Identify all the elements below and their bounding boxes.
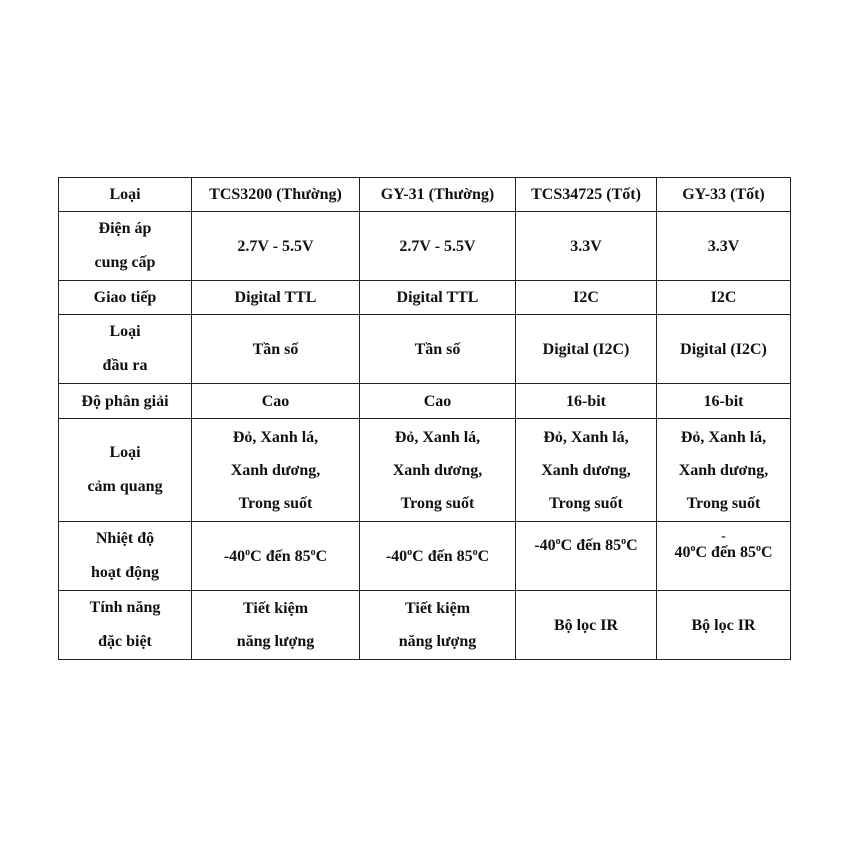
temp-low: 40 bbox=[391, 547, 408, 565]
table-cell: Digital TTL bbox=[360, 281, 516, 315]
table-row-interface bbox=[59, 281, 791, 315]
row-label-line: Tính năng bbox=[89, 599, 161, 616]
table-cell: 16-bit bbox=[657, 384, 791, 419]
cell-line: Trong suốt bbox=[549, 494, 623, 512]
temp-unit: C bbox=[250, 547, 262, 565]
temp-unit: C bbox=[626, 537, 638, 554]
temp-minus: - bbox=[721, 529, 726, 544]
cell-line: Đỏ, Xanh lá, bbox=[394, 428, 481, 446]
header-cell-gy33: GY-33 (Tốt) bbox=[657, 178, 791, 212]
header-cell-tcs34725: TCS34725 (Tốt) bbox=[516, 178, 657, 212]
temp-minus: - bbox=[534, 537, 540, 554]
table-cell: Cao bbox=[192, 384, 360, 419]
table-row-resolution bbox=[59, 384, 791, 419]
degree-symbol: o bbox=[407, 546, 413, 558]
temp-unit: C bbox=[412, 547, 424, 565]
table-cell: I2C bbox=[657, 281, 791, 315]
degree-symbol: o bbox=[245, 546, 251, 558]
row-label-line: Loại bbox=[109, 323, 141, 340]
row-label-temperature bbox=[59, 522, 192, 591]
row-label-line: đặc biệt bbox=[98, 633, 152, 650]
row-label-voltage bbox=[59, 212, 192, 281]
cell-line: Tiết kiệm bbox=[242, 600, 309, 617]
table-cell: Bộ lọc IR bbox=[657, 591, 791, 660]
cell-line: Đỏ, Xanh lá, bbox=[680, 428, 767, 446]
table-row-output bbox=[59, 315, 791, 384]
temp-high: 85 bbox=[456, 547, 473, 565]
header-cell-tcs3200: TCS3200 (Thường) bbox=[192, 178, 360, 212]
row-label-line: Nhiệt độ bbox=[95, 530, 155, 547]
temp-separator: đến bbox=[572, 537, 606, 554]
temp-low: 40 bbox=[539, 537, 556, 554]
temp-unit: C bbox=[695, 544, 708, 561]
temp-minus: - bbox=[223, 547, 230, 565]
table-cell bbox=[192, 419, 360, 522]
header-row bbox=[59, 178, 791, 212]
cell-line: Trong suốt bbox=[238, 494, 313, 512]
row-label-interface: Giao tiếp bbox=[59, 281, 192, 315]
temp-separator: đến bbox=[707, 544, 740, 561]
degree-symbol: o bbox=[555, 536, 561, 547]
temp-separator: đến bbox=[261, 547, 295, 565]
row-label-features bbox=[59, 591, 192, 660]
table-cell: Cao bbox=[360, 384, 516, 419]
row-label-sensor bbox=[59, 419, 192, 522]
table-row-sensor bbox=[59, 419, 791, 522]
table-cell bbox=[657, 419, 791, 522]
row-label-resolution: Độ phân giải bbox=[59, 384, 192, 419]
degree-symbol: o bbox=[472, 546, 478, 558]
table-cell: Digital (I2C) bbox=[657, 315, 791, 384]
table-cell: 2.7V - 5.5V bbox=[192, 212, 360, 281]
degree-symbol: o bbox=[621, 536, 627, 547]
temp-minus: - bbox=[385, 547, 392, 565]
temp-high: 85 bbox=[294, 547, 311, 565]
row-label-line: Loại bbox=[109, 444, 141, 461]
cell-line: Tiết kiệm bbox=[404, 600, 471, 617]
table-cell bbox=[516, 419, 657, 522]
temp-low: 40 bbox=[229, 547, 246, 565]
cell-line: Đỏ, Xanh lá, bbox=[232, 428, 319, 446]
table-cell: 2.7V - 5.5V bbox=[360, 212, 516, 281]
table-cell: Digital (I2C) bbox=[516, 315, 657, 384]
table-row-temperature bbox=[59, 522, 791, 591]
table-cell bbox=[192, 591, 360, 660]
table-cell bbox=[360, 419, 516, 522]
cell-line: năng lượng bbox=[398, 633, 477, 650]
table-cell: 3.3V bbox=[657, 212, 791, 281]
temperature-range-cell bbox=[192, 522, 360, 591]
table-cell: Bộ lọc IR bbox=[516, 591, 657, 660]
table-cell: I2C bbox=[516, 281, 657, 315]
cell-line: Xanh dương, bbox=[230, 461, 321, 479]
table-cell: Digital TTL bbox=[192, 281, 360, 315]
cell-line: Xanh dương, bbox=[541, 461, 631, 479]
cell-line: Xanh dương, bbox=[392, 461, 483, 479]
table-cell: 16-bit bbox=[516, 384, 657, 419]
row-label-line: cảm quang bbox=[87, 478, 163, 495]
row-label-line: cung cấp bbox=[94, 254, 156, 271]
cell-line: Trong suốt bbox=[400, 494, 475, 512]
table-row-features bbox=[59, 591, 791, 660]
cell-line: Xanh dương, bbox=[678, 461, 769, 479]
header-cell-type: Loại bbox=[59, 178, 192, 212]
temp-unit: C bbox=[477, 547, 490, 565]
row-label-line: hoạt động bbox=[90, 564, 160, 581]
temp-unit: C bbox=[315, 547, 328, 565]
temp-separator: đến bbox=[423, 547, 457, 565]
cell-line: Trong suốt bbox=[686, 494, 761, 512]
temp-high: 85 bbox=[739, 544, 756, 561]
table-cell: 3.3V bbox=[516, 212, 657, 281]
degree-symbol: o bbox=[755, 543, 761, 554]
temperature-range-cell bbox=[360, 522, 516, 591]
header-cell-gy31: GY-31 (Thường) bbox=[360, 178, 516, 212]
cell-line: Đỏ, Xanh lá, bbox=[543, 428, 629, 446]
table-row-voltage bbox=[59, 212, 791, 281]
degree-symbol: o bbox=[310, 546, 316, 558]
temperature-range-cell bbox=[657, 522, 791, 591]
cell-line: năng lượng bbox=[236, 633, 315, 650]
sensor-comparison-table bbox=[58, 177, 791, 660]
table-cell bbox=[360, 591, 516, 660]
row-label-output bbox=[59, 315, 192, 384]
temp-unit: C bbox=[560, 537, 573, 554]
table-cell: Tần số bbox=[360, 315, 516, 384]
temp-low: 40 bbox=[674, 544, 691, 561]
table-cell: Tần số bbox=[192, 315, 360, 384]
row-label-line: đầu ra bbox=[102, 357, 148, 374]
temperature-range-cell bbox=[516, 522, 657, 591]
degree-symbol: o bbox=[690, 543, 696, 554]
temp-high: 85 bbox=[605, 537, 622, 554]
temp-unit: C bbox=[760, 544, 773, 561]
row-label-line: Điện áp bbox=[98, 220, 152, 237]
